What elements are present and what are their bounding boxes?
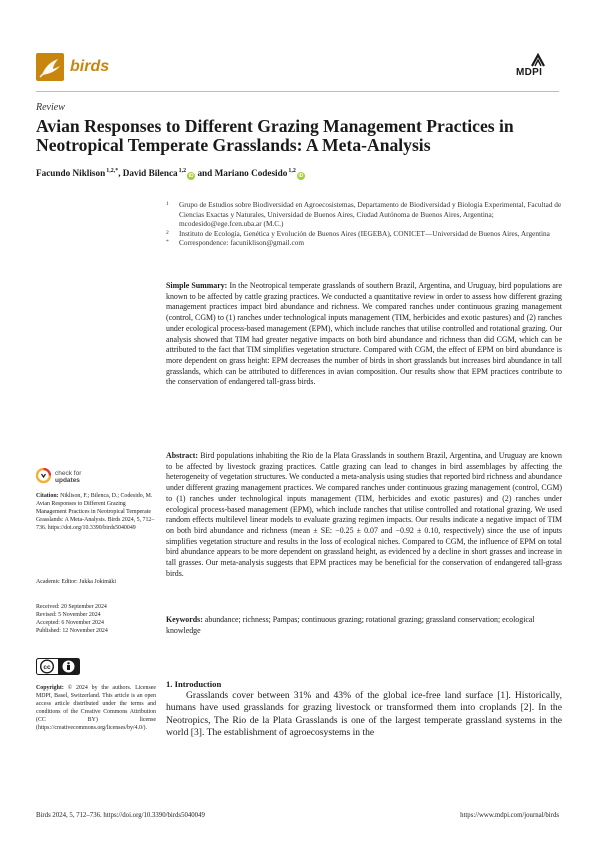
- keywords-label: Keywords:: [166, 615, 203, 624]
- simple-summary-label: Simple Summary:: [166, 281, 228, 290]
- page-footer: [36, 812, 559, 819]
- affiliation: [166, 200, 562, 229]
- published-date: Published: 12 November 2024: [36, 628, 108, 635]
- journal-name: birds: [70, 58, 110, 75]
- affiliation-mark: 2: [166, 229, 169, 236]
- bird-logo-icon: [36, 53, 64, 81]
- affiliation-text: Grupo de Estudios sobre Biodiversidad en Agroecosistemas, Departamento de Biodiversidad y Biología Experimental, Facultad de Ciencias Exactas y Naturales, Universidad de Buenos Aires, Ciudad Autónoma de Buenos Aires, Argentina; mcodesido@ege.fcen.uba.ar (M.C.): [179, 200, 562, 229]
- accepted-date: Accepted: 6 November 2024: [36, 620, 104, 627]
- author-name[interactable]: Mariano Codesido: [214, 168, 288, 178]
- author-list: Facundo Niklison$^{1,2,*}$, David Bilenca$^{1,2}$iD and Mariano Codesido$^{1,2}$iD: [36, 168, 304, 179]
- check-updates-label: [55, 470, 81, 484]
- copyright-text: © 2024 by the authors. Licensee MDPI, Basel, Switzerland. This article is an open access article distributed under the terms and conditions of the Creative Commons Attribution (CC BY) license (https://creativecommons.org/licenses/by/4.0/).: [36, 685, 157, 732]
- cc-text: cc: [43, 664, 51, 671]
- keywords-text: abundance; richness; Pampas; continuous grazing; rotational grazing; grassland conservation; ecological knowledge: [166, 615, 535, 635]
- orcid-icon[interactable]: iD: [298, 173, 304, 179]
- journal-logo[interactable]: [36, 53, 109, 81]
- abstract-label: Abstract:: [166, 451, 198, 460]
- citation-label: Citation:: [36, 493, 59, 499]
- academic-editor: Academic Editor: Jukka Jokimäki: [36, 579, 116, 585]
- footer-citation[interactable]: Birds 2024, 5, 712–736. https://doi.org/10.3390/birds5040049: [36, 812, 205, 819]
- copyright-label: Copyright:: [36, 685, 64, 691]
- correspondence-text: Correspondence: facuniklison@gmail.com: [179, 238, 305, 248]
- section-heading: 1. Introduction: [166, 679, 222, 689]
- affiliation-mark: *: [166, 239, 169, 246]
- author-affil-mark: 1,2,*: [106, 168, 119, 174]
- simple-summary: [166, 281, 562, 388]
- abstract: [166, 451, 562, 579]
- author-name[interactable]: David Bilenca: [122, 168, 178, 178]
- abstract-text: Bird populations inhabiting the Rio de la Plata Grasslands in southern Brazil, Argentina, and Uruguay are known to be affected by livestock grazing practices. Cattle grazing can lead to changes in bird assemblages by affecting the heterogeneity of vegetation structures. We conducted a meta-analysis using studies that reported bird richness and abundance under different grazing management practices. We compared ranches under continuous grazing management (control, CGM) to (1) ranches under technological inputs management (TIM, herbicides and exotic pastures) and (2) ranches under ecological process-based management (EPM), which include ranches that utilise controlled and rotational grazing. We used random effects multilevel linear models to evaluate grazing regimen impacts. Our results indicate a negative impact of TIM on both bird abundance and richness (mean ± SE: −0.25 ± 0.07 and −0.92 ± 0.10, respectively) since the use of inputs simplifies vegetation structure and results in the loss of ecological niches. Compared to CGM, the influence of EPM on total bird abundance appears to be more dependent on grassland height, as evidenced by a decline in short grasses and increase in tall grasses. Our meta-analysis suggests that EPM practices may be beneficial for the conservation of endangered tall-grass birds.: [166, 451, 562, 578]
- article-type: Review: [36, 102, 65, 113]
- simple-summary-text: In the Neotropical temperate grasslands of southern Brazil, Argentina, and Uruguay, bird populations are known to be affected by cattle grazing practices. We conducted a quantitative review in order to assess how different grazing management practices impact bird abundance and richness. We compared ranches under continuous grazing management (control, CGM) to (1) ranches under technological inputs management (TIM, herbicides and exotic pastures) and (2) ranches under ecological process-based management (EPM), which include ranches that utilise controlled and rotational grazing. Our analysis showed that TIM had greater negative impacts on both bird abundance and richness than did CGM, which can be attributed to the fact that TIM simplifies vegetation structure. Compared with CGM, the effect of EPM on bird abundance is more dependent on grass height: EPM decreases the number of birds in short grasslands but increases bird abundance in tall grasslands, which can be attributed to differences in avian composition. Our results show that EPM practices contribute to the conservation of endangered tall-grass birds.: [166, 281, 562, 387]
- citation-block: [36, 492, 156, 532]
- author-affil-mark: 1,2: [178, 168, 187, 174]
- cc-by-license-icon[interactable]: [36, 658, 80, 675]
- orcid-icon[interactable]: iD: [188, 173, 194, 179]
- affiliations: [166, 200, 562, 248]
- affiliation-text: Instituto de Ecología, Genética y Evolución de Buenos Aires (IEGEBA), CONICET—Universidad de Buenos Aires, Argentina: [179, 228, 550, 238]
- footer-journal-url[interactable]: https://www.mdpi.com/journal/birds: [460, 812, 559, 819]
- article-title: Avian Responses to Different Grazing Management Practices in Neotropical Temperate Grasslands: A Meta-Analysis: [36, 116, 514, 155]
- publication-dates: [36, 603, 156, 635]
- revised-date: Revised: 5 November 2024: [36, 612, 101, 619]
- citation-text[interactable]: Niklison, F.; Bilenca, D.; Codesido, M. Avian Responses to Different Grazing Management Practices in Neotropical Temperate Grasslands: A Meta-Analysis. Birds 2024, 5, 712–736. https://doi.org/10.3390/birds5040049: [36, 493, 155, 532]
- affiliation: [166, 229, 562, 239]
- check-for-updates[interactable]: [36, 468, 156, 485]
- intro-paragraph: Grasslands cover between 31% and 43% of the global ice-free land surface [1]. Historically, humans have used grasslands for grazing livestock or transformed them into croplands [2]. In the Neotropics, The Rio de la Plata Grasslands is one of the largest temperate grassland systems in the world [3]. The establishment of agroecosystems in the: [166, 690, 562, 739]
- affiliation-mark: 1: [166, 201, 169, 207]
- affiliation: [166, 238, 562, 248]
- copyright-block: [36, 684, 156, 733]
- keywords: [166, 615, 562, 636]
- check-updates-line1: check for: [55, 469, 82, 477]
- header-divider: [36, 91, 559, 92]
- received-date: Received: 20 September 2024: [36, 604, 107, 610]
- check-updates-icon: [36, 468, 51, 485]
- author-affil-mark: 1,2: [288, 168, 296, 174]
- publisher-name: MDPI: [516, 67, 543, 78]
- author-name[interactable]: Facundo Niklison: [36, 168, 106, 178]
- check-updates-line2: updates: [55, 476, 80, 484]
